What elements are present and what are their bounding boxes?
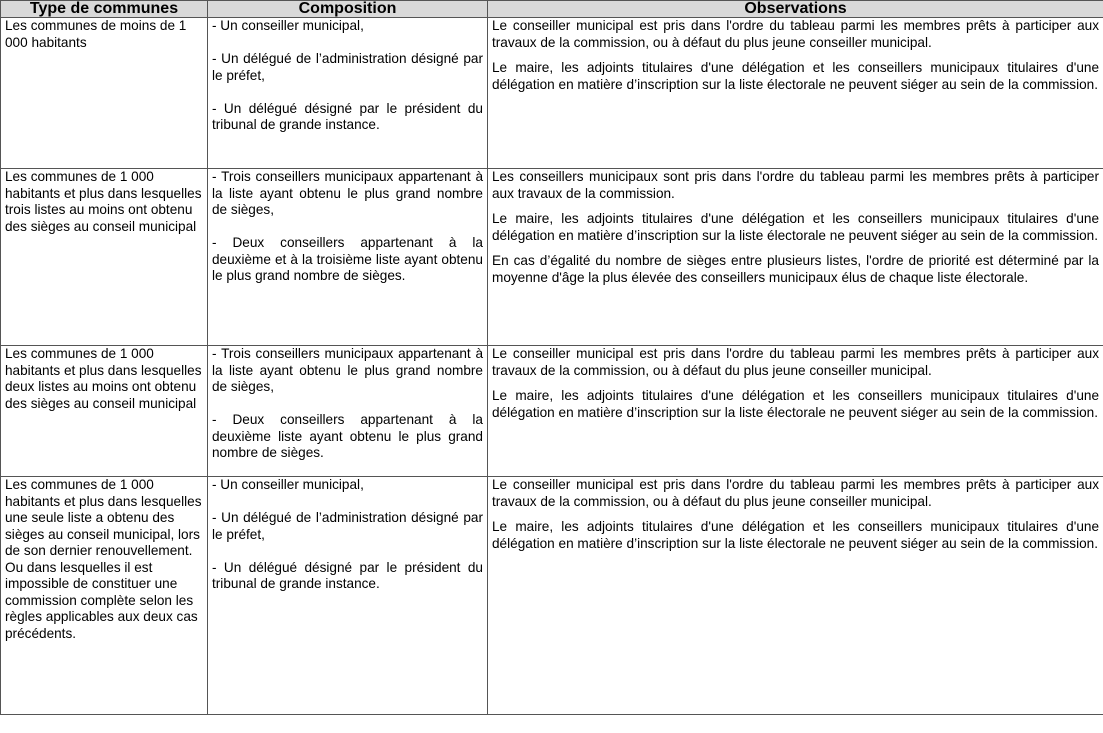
cell-observations <box>488 477 1103 715</box>
cell-type: Les communes de moins de 1 000 habitants <box>1 18 208 169</box>
table-row <box>1 346 1103 477</box>
type-text-extra: Ou dans lesquelles il est impossible de constituer une commission complète selon les règles applicables aux deux cas précédents. <box>5 559 198 641</box>
cell-observations <box>488 346 1103 477</box>
observation-paragraph: Le maire, les adjoints titulaires d'une délégation et les conseillers municipaux titulaires d'une délégation en matière d’inscription sur la liste électorale ne peuvent siéger au sein de la commission. <box>492 60 1099 92</box>
header-composition: Composition <box>208 1 488 18</box>
cell-type: Les communes de 1 000 habitants et plus dans lesquelles trois listes au moins ont obtenu des sièges au conseil municipal <box>1 169 208 346</box>
composition-item: - Trois conseillers municipaux appartenant à la liste ayant obtenu le plus grand nombre de sièges, <box>212 346 483 394</box>
table-row <box>1 477 1103 715</box>
observation-paragraph: Le conseiller municipal est pris dans l'ordre du tableau parmi les membres prêts à participer aux travaux de la commission, ou à défaut du plus jeune conseiller municipal. <box>492 477 1099 509</box>
table-row <box>1 18 1103 169</box>
composition-item: - Trois conseillers municipaux appartenant à la liste ayant obtenu le plus grand nombre de sièges, <box>212 169 483 217</box>
cell-observations <box>488 18 1103 169</box>
observation-paragraph: Le maire, les adjoints titulaires d'une délégation et les conseillers municipaux titulaires d'une délégation en matière d’inscription sur la liste électorale ne peuvent siéger au sein de la commission. <box>492 211 1099 243</box>
composition-item: - Deux conseillers appartenant à la deuxième et à la troisième liste ayant obtenu le plus grand nombre de sièges. <box>212 235 483 283</box>
cell-observations <box>488 169 1103 346</box>
table-row <box>1 169 1103 346</box>
composition-item: - Un conseiller municipal, <box>212 18 364 33</box>
composition-item: - Un conseiller municipal, <box>212 477 364 492</box>
cell-composition <box>208 477 488 715</box>
observation-paragraph: Les conseillers municipaux sont pris dans l'ordre du tableau parmi les membres prêts à participer aux travaux de la commission. <box>492 169 1099 201</box>
cell-type: Les communes de 1 000 habitants et plus dans lesquelles deux listes au moins ont obtenu des sièges au conseil municipal <box>1 346 208 477</box>
composition-item: - Un délégué de l’administration désigné par le préfet, <box>212 51 483 83</box>
header-observations: Observations <box>488 1 1103 18</box>
composition-item: - Un délégué de l’administration désigné par le préfet, <box>212 510 483 542</box>
observation-paragraph: Le conseiller municipal est pris dans l'ordre du tableau parmi les membres prêts à participer aux travaux de la commission, ou à défaut du plus jeune conseiller municipal. <box>492 18 1099 50</box>
observation-paragraph: Le conseiller municipal est pris dans l'ordre du tableau parmi les membres prêts à participer aux travaux de la commission, ou à défaut du plus jeune conseiller municipal. <box>492 346 1099 378</box>
composition-item: - Un délégué désigné par le président du tribunal de grande instance. <box>212 559 483 591</box>
cell-type <box>1 477 208 715</box>
observation-paragraph: En cas d’égalité du nombre de sièges entre plusieurs listes, l'ordre de priorité est déterminé par la moyenne d'âge la plus élevée des conseillers municipaux élus de chaque liste électorale. <box>492 253 1099 285</box>
cell-composition <box>208 18 488 169</box>
cell-composition <box>208 169 488 346</box>
composition-item: - Deux conseillers appartenant à la deuxième liste ayant obtenu le plus grand nombre de sièges. <box>212 412 483 460</box>
header-type-de-communes: Type de communes <box>1 1 208 18</box>
observation-paragraph: Le maire, les adjoints titulaires d'une délégation et les conseillers municipaux titulaires d'une délégation en matière d’inscription sur la liste électorale ne peuvent siéger au sein de la commission. <box>492 519 1099 551</box>
type-text: Les communes de 1 000 habitants et plus dans lesquelles une seule liste a obtenu des sièges au conseil municipal, lors de son dernier renouvellement. <box>5 477 202 558</box>
cell-composition <box>208 346 488 477</box>
composition-item: - Un délégué désigné par le président du tribunal de grande instance. <box>212 100 483 132</box>
table-header-row <box>1 1 1103 18</box>
observation-paragraph: Le maire, les adjoints titulaires d'une délégation et les conseillers municipaux titulaires d'une délégation en matière d’inscription sur la liste électorale ne peuvent siéger au sein de la commission. <box>492 388 1099 420</box>
